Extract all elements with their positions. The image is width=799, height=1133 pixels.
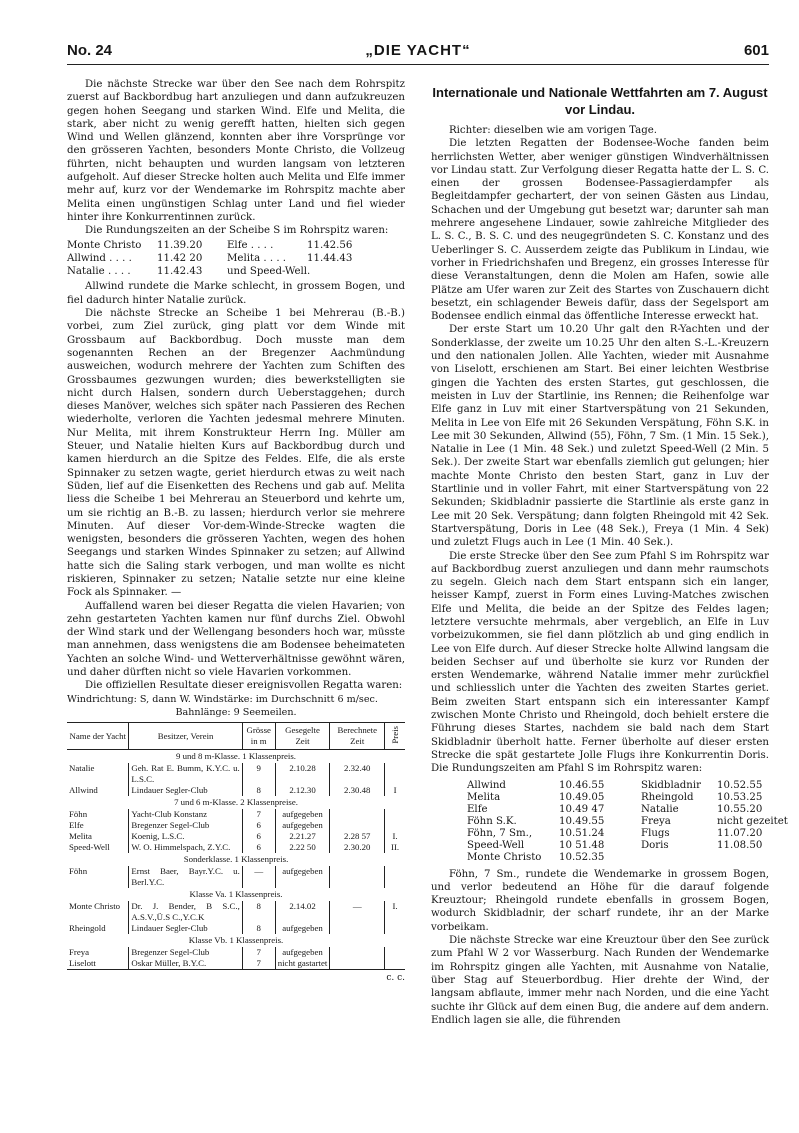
paragraph: Auffallend waren bei dieser Regatta die vielen Havarien; von zehn gestarteten Yachten kamen nur fünf durchs Ziel. Obwohl der Wind stark und der Wellengang besonders hoch war, müsste man annehmen, dass wenigstens die am Bodensee beheimateten Yachten an solche Wind- und Wetterverhältnisse gewöhnt wären, und daher dürften nicht so viele Havarien vorkommen. — [67, 600, 405, 679]
paragraph: Die Rundungszeiten an der Scheibe S im Rohrspitz waren: — [85, 225, 389, 237]
yacht-name: Elfe — [467, 803, 488, 815]
page-header — [67, 40, 769, 65]
yacht-name: Natalie — [641, 803, 679, 815]
author-signature: c. c. — [386, 973, 405, 984]
rounding-time: 11.42.56 — [307, 239, 353, 251]
rounding-time: 11.39.20 — [157, 239, 203, 251]
right-column — [431, 78, 788, 1027]
table-row: Föhn Yacht-Club Konstanz 7 aufgegeben — [67, 809, 405, 820]
table-row: Föhn Ernst Baer, Bayr.Y.C. u. Berl.Y.C. — aufgegeben — [67, 866, 405, 888]
rounding-time: 10.52.35 — [559, 851, 605, 863]
rounding-times-list — [467, 779, 788, 864]
rounding-time: 10.49.55 — [559, 815, 605, 827]
yacht-name: Elfe . . . . — [227, 239, 274, 251]
rounding-time: 11.42 20 — [157, 252, 203, 264]
col-header-prize: Preis — [385, 723, 405, 750]
col-header-name: Name der Yacht — [67, 723, 129, 750]
paragraph: Die nächste Strecke war eine Kreuztour über den See zurück zum Pfahl W 2 vor Wasserburg. Nach Runden der Wendemarke im Rohrspitz gingen alle Yachten, mit Ausnahme von Natalie, über Stag auf Steuerbordbug. Hier drehte der Wind, der langsam abflaute, immer mehr nach Norden, und die eine Yacht suchte ihr Glück auf dem einen Bug, die andere auf dem andern. Endlich lagen sie alle, die führenden — [431, 935, 769, 1026]
col-header-size: Grösse in m — [242, 723, 275, 750]
table-row: Liselott Oskar Müller, B.Y.C. 7 nicht gastartet — [67, 958, 405, 970]
rounding-times-list — [67, 239, 405, 279]
paragraph: Die nächste Strecke an Scheibe 1 bei Mehrerau (B.-B.) vorbei, zum Ziel zurück, ging platt vor dem Winde mit Grossbaum auf Backbordbug. Doch musste man dem sogenannten Rechen an der Bregenzer Aachmündung ausweichen, wodurch mehrere der Yachten zum Schiften des Grossbaumes gezwungen wurden; dies bewerkstelligten sie nicht durch Halsen, sondern durch Ueberstaggehen; durch dieses Manöver, welches sich später nach Passieren des Rechen wiederholte, verloren die Yachten jedesmal mehrere Minuten. Nur Melita, mit ihrem Konstrukteur Herrn Ing. Müller am Steuer, und Natalie hielten Kurs auf Backbordbug durch und kamen hierdurch an die Spitze des Feldes. Elfe, die als erste Spinnaker zu setzen wagte, geriet hierdurch etwas zu weit nach Süden, lief auf die Eisenketten des Rechens und gab auf. Melita liess die Scheibe 1 bei Mehrerau an Steuerbord und kehrte um, um sie richtig an B.-B. zu lassen; hierdurch verlor sie mehrere Minuten. Auf dieser Vor-dem-Winde-Strecke wagten die wenigsten, besonders die grösseren Yachten, wegen des hohen Seegangs und starken Windes Spinnaker zu setzen; auf Allwind hatte sich die Saling stark verbogen, und man wollte es nicht riskieren, Spinnaker zu setzen; Natalie setzte nur eine kleine Fock als Spinnaker. — — [67, 308, 405, 599]
page-number: 601 — [743, 42, 769, 59]
yacht-name: Doris — [641, 839, 669, 851]
paragraph: Die nächste Strecke war über den See nach dem Rohrspitz zuerst auf Backbordbug hart anzuliegen und dann aufzukreuzen gegen hohen Seegang und starken Wind. Elfe und Melita, die stark, aber nicht zu wenig gerefft hatten, hielten sich gegen Wind und Wellen glänzend, konnten aber ihre Vorsprünge vor den grösseren Yachten, besonders Monte Christo, die Vollzeug führten, nicht behaupten und wurden langsam von letzteren aufgeholt. Auf dieser Strecke holten auch Melita und Elfe immer mehr auf, kurz vor der Wendemarke im Rohrspitz machte aber Melita einen ungünstigen Schlag unter Land und fiel wieder hinter ihre Konkurrentinnen zurück. — [67, 79, 405, 223]
paragraph: Die erste Strecke über den See zum Pfahl S im Rohrspitz war auf Backbordbug zuerst anzuliegen und dann mehr raumschots zu segeln. Gleich nach dem Start entspann sich ein langer, heisser Kampf, zuerst in Form eines Luving-Matches zwischen Elfe und Melita, die beide an der Spitze des Feldes lagen; letztere versuchte mehrmals, aber vergeblich, an Elfe in Luv vorbeizukommen, sie fiel dann plötzlich ab und ging endlich in Lee von Elfe durch. Auf dieser Strecke holte Allwind langsam die beiden Sechser auf und überholte sie kurz vor Runden der ersten Wendemarke, während Natalie immer mehr zurückfiel und schliesslich unter die Yachten des zweiten Startes geriet. Beim zweiten Start entspann sich ein interessanter Kampf zwischen Monte Christo und Rheingold, doch behielt erstere die Führung dieses Startes, nachdem sie bald nach dem Start Skidbladnir überholt hatte. Ferner überholte auf dieser ersten Strecke die spät gestartete Jolle Flugs ihre Konkurrentin Doris. Die Rundungszeiten am Pfahl S im Rohrspitz waren: — [431, 550, 769, 775]
rounding-time — [717, 852, 797, 864]
class-row: Klasse Vb. 1 Klassenpreis. — [188, 935, 284, 946]
paragraph: Föhn, 7 Sm., rundete die Wendemarke in grossem Bogen, und verlor bedeutend an Höhe für die darauf folgende Kreuztour; Rheingold rundete ebenfalls in grossem Bogen, wodurch Skidbladnir, der scharf rundete, ihr an der Marke vorbeikam. — [431, 868, 769, 933]
rounding-time: 10.46.55 — [559, 779, 605, 791]
yacht-name: Allwind . . . . — [67, 252, 132, 264]
class-row: Klasse Va. 1 Klassenpreis. — [189, 889, 283, 900]
yacht-name: Speed-Well — [467, 839, 525, 851]
yacht-name: Föhn S.K. — [467, 815, 517, 827]
class-row: 7 und 6 m-Klasse. 2 Klassenpreise. — [174, 797, 298, 808]
yacht-name: Melita . . . . — [227, 252, 287, 264]
table-header-row — [67, 723, 405, 750]
yacht-name: Natalie . . . . — [67, 266, 131, 278]
yacht-name: Skidbladnir — [641, 779, 701, 791]
yacht-name: und Speed-Well. — [227, 266, 311, 278]
rounding-time: 11.07.20 — [717, 827, 763, 839]
article-title: Internationale und Nationale Wettfahrten am 7. August vor Lindau. — [432, 85, 768, 117]
class-row: Sonderklasse. 1 Klassenpreis. — [183, 854, 289, 865]
rounding-time: 11.44.43 — [307, 252, 353, 264]
paragraph: Die letzten Regatten der Bodensee-Woche fanden beim herrlichsten Wetter, aber weniger günstigen Windverhältnissen vor Lindau statt. Zur Verfolgung dieser Regatta hatte der L. S. C. einen der grossen Bodensee-Passagierdampfer als Begleitdampfer gechartert, der von seinen Gästen aus Lindau, Schachen und der Umgebung gut besetzt war; darunter sah man mehrere angesehene Lindauer, sowie zahlreiche Mitglieder des L. S. C., B. S. C. und des neugegründeten S. C. Konstanz und des Ueberlinger S. C. Ausserdem zeigte das Publikum in Lindau, wie vorher in Friedrichshafen und Bregenz, ein grosses Interesse für diese Veranstaltungen, denn die Molen am Hafen, sowie alle Plätze am Ufer waren zur Zeit des Startes von Zuschauern dicht besetzt, ein schlagender Beweis dafür, dass der Segelsport am Bodensee endlich einmal das öffentliche Interesse erweckt hat. — [431, 138, 769, 323]
yacht-name — [641, 852, 717, 864]
paragraph: Richter: dieselben wie am vorigen Tage. — [449, 125, 657, 136]
yacht-name: Melita — [467, 791, 501, 803]
table-row: Natalie Geh. Rat E. Bumm, K.Y.C. u. L.S.C. 9 2.10.28 2.32.40 — [67, 763, 405, 785]
yacht-name: Monte Christo — [467, 851, 542, 863]
class-row: 9 und 8 m-Klasse. 1 Klassenpreis. — [176, 751, 296, 762]
course-length: Bahnlänge: 9 Seemeilen. — [175, 706, 297, 718]
rounding-time: 10.52.55 — [717, 779, 763, 791]
rounding-time: 10.53.25 — [717, 791, 763, 803]
col-header-corrected-time: Berechnete Zeit — [330, 723, 385, 750]
yacht-name: Allwind — [467, 779, 506, 791]
rounding-time: 10 51.48 — [559, 839, 605, 851]
rounding-time: 10.49.05 — [559, 791, 605, 803]
results-table — [67, 722, 405, 970]
table-row: Monte Christo Dr. J. Bender, B S.C., A.S.V.,Ü.S C.,Y.C.K 8 2.14.02 — I. — [67, 901, 405, 923]
yacht-name: Föhn, 7 Sm., — [467, 827, 533, 839]
rounding-time: 10.49 47 — [559, 803, 605, 815]
wind-info: Windrichtung: S, dann W. Windstärke: im Durchschnitt 6 m/sec. — [67, 693, 378, 705]
rounding-time — [307, 265, 387, 278]
paragraph: Die offiziellen Resultate dieser ereignisvollen Regatta waren: — [85, 680, 403, 692]
table-row: Rheingold Lindauer Segler-Club 8 aufgegeben — [67, 923, 405, 934]
issue-number: No. 24 — [67, 42, 113, 59]
rounding-time: nicht gezeitet — [717, 815, 788, 827]
rounding-time: 11.08.50 — [717, 839, 763, 851]
table-row: Melita Koenig, L.S.C. 6 2.21.27 2.28 57 I. — [67, 831, 405, 842]
table-row: Allwind Lindauer Segler-Club 8 2.12.30 2.30.48 I — [67, 785, 405, 796]
rounding-time: 10.55.20 — [717, 803, 763, 815]
yacht-name: Flugs — [641, 827, 670, 839]
paragraph: Allwind rundete die Marke schlecht, in grossem Bogen, und fiel dadurch hinter Natalie zurück. — [67, 281, 405, 306]
yacht-name: Freya — [641, 815, 671, 827]
col-header-owner: Besitzer, Verein — [129, 723, 242, 750]
yacht-name: Rheingold — [641, 791, 694, 803]
paragraph: Der erste Start um 10.20 Uhr galt den R-Yachten und der Sonderklasse, der zweite um 10.25 Uhr den alten S.-L.-Kreuzern und den nationalen Jollen. Alle Yachten, wieder mit Ausnahme von Liselott, erschienen am Start. Bei einer leichten Westbrise gingen die Yachten des ersten Startes, gut geschlossen, die meisten in Luv der Startlinie, ins Rennen; die Reihenfolge war Elfe ganz in Luv mit einer Startverspätung von 21 Sekunden, Melita in Lee von Elfe mit 26 Sekunden Verspätung, Föhn S.K. in Lee mit 30 Sekunden, Allwind (55), Föhn, 7 Sm. (1 Min. 15 Sek.), Natalie in Lee (1 Min. 48 Sek.) und zuletzt Speed-Well (2 Min. 5 Sek.). Der zweite Start war ebenfalls ziemlich gut gelungen; hier machte Monte Christo den besten Start, ganz in Luv der Startlinie und in voller Fahrt, mit einer Startverspätung von 22 Sekunden; Skidbladnir passierte die Startlinie als erste ganz in Lee mit 20 Sek. Verspätung; dann folgten Rheingold mit 42 Sek. Startverspätung, Doris in Lee (48 Sek.), Freya (1 Min. 4 Sek) und zuletzt Flugs auch in Lee (1 Min. 40 Sek.). — [431, 324, 769, 549]
left-column — [67, 78, 405, 986]
table-row: Speed-Well W. O. Himmelspach, Z.Y.C. 6 2.22 50 2.30.20 II. — [67, 842, 405, 853]
rounding-time: 10.51.24 — [559, 827, 605, 839]
journal-title: „DIE YACHT“ — [365, 42, 471, 59]
table-row: Elfe Bregenzer Segel-Club 6 aufgegeben — [67, 820, 405, 831]
table-row: Freya Bregenzer Segel-Club 7 aufgegeben — [67, 947, 405, 958]
rounding-time: 11.42.43 — [157, 266, 203, 278]
yacht-name: Monte Christo — [67, 239, 142, 251]
col-header-sailed-time: Gesegelte Zeit — [275, 723, 330, 750]
